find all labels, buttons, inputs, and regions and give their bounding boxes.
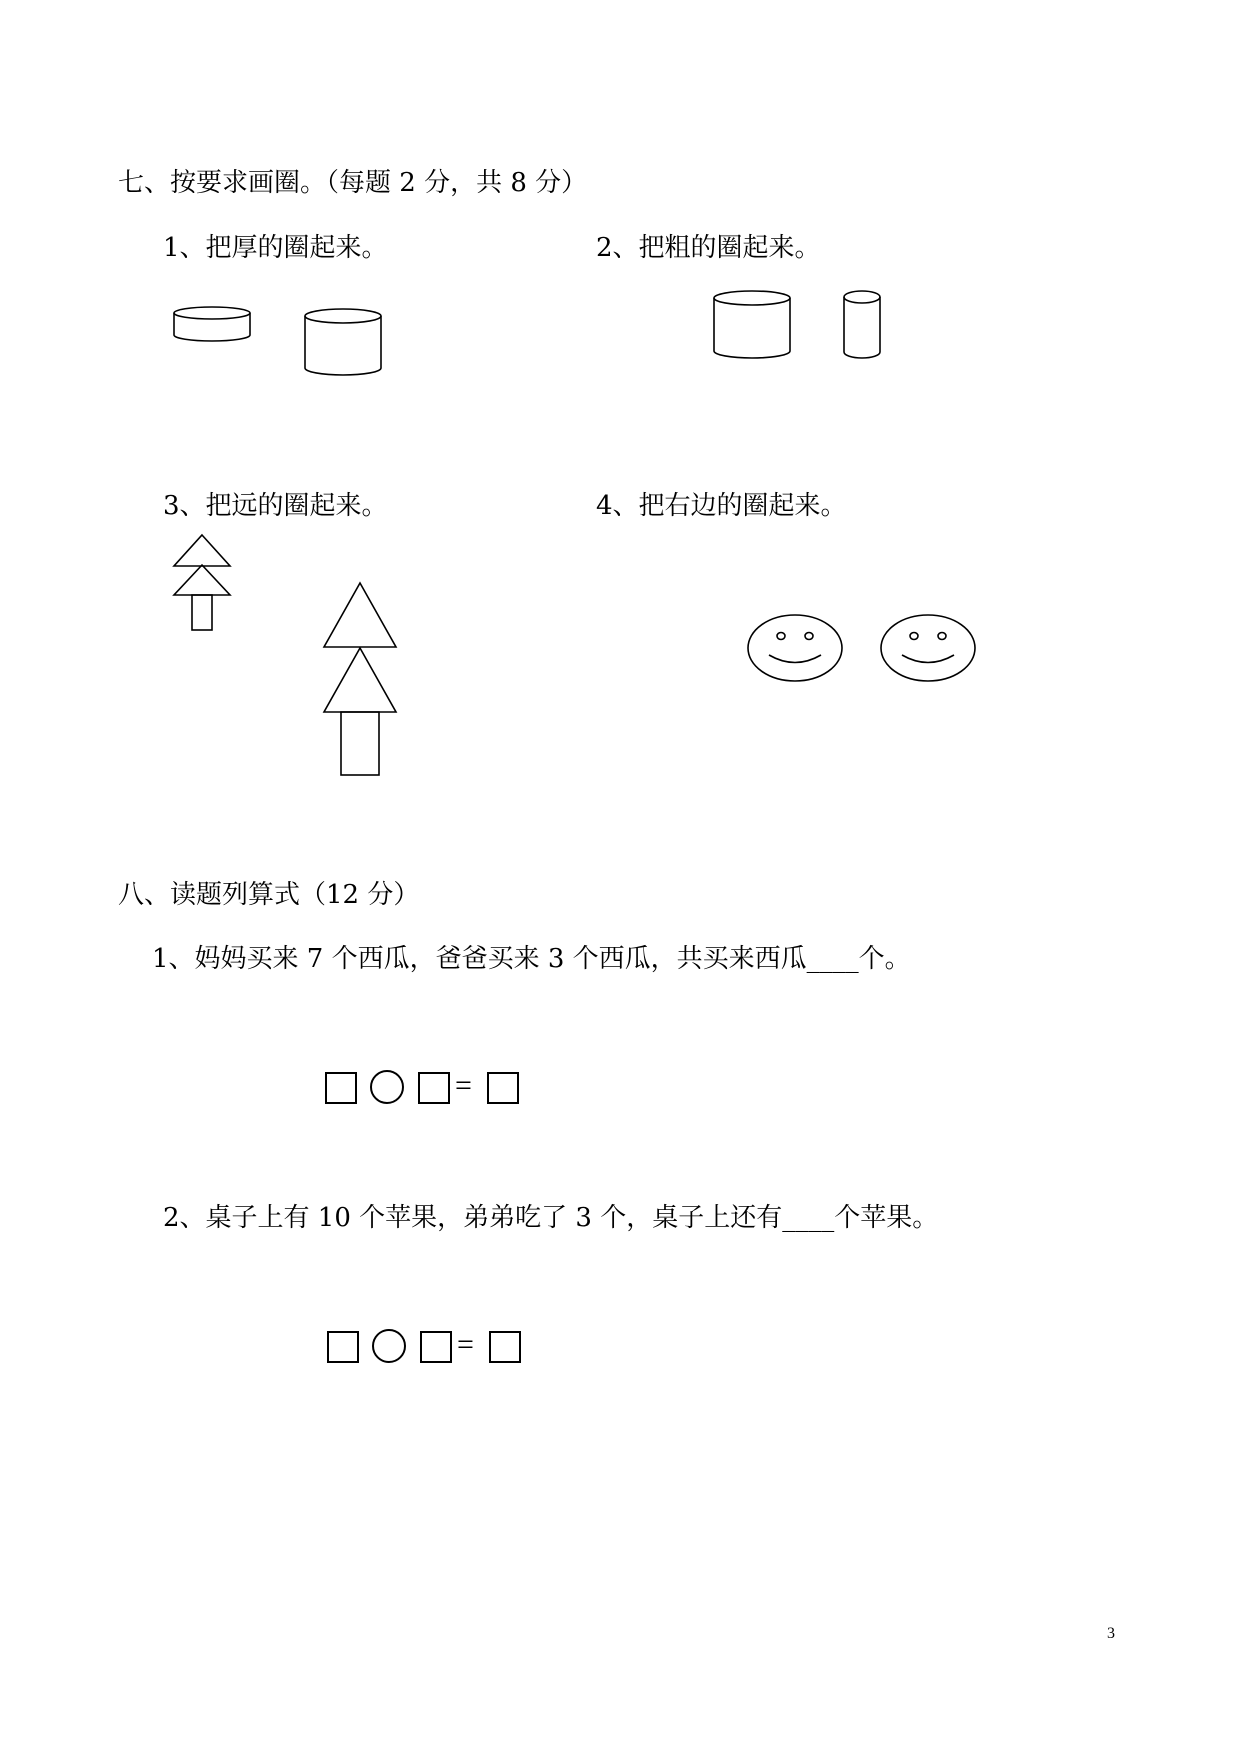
answer-box[interactable]	[487, 1072, 519, 1104]
question-7-1: 1、把厚的圈起来。	[163, 233, 388, 263]
operator-circle[interactable]	[370, 1070, 404, 1104]
question-7-3: 3、把远的圈起来。	[163, 491, 388, 521]
small-far-tree-figure[interactable]	[170, 532, 234, 634]
page-number: 3	[1107, 1625, 1115, 1642]
answer-box[interactable]	[325, 1072, 357, 1104]
wide-cylinder-figure[interactable]	[711, 289, 793, 361]
section-8-heading: 八、读题列算式（12 分）	[118, 880, 420, 910]
thick-cylinder-figure[interactable]	[301, 307, 385, 379]
answer-box[interactable]	[489, 1331, 521, 1363]
right-smiley-face-figure[interactable]	[878, 612, 978, 684]
large-near-tree-figure[interactable]	[320, 580, 400, 778]
section-7-heading: 七、按要求画圈。（每题 2 分，共 8 分）	[118, 168, 588, 198]
narrow-cylinder-figure[interactable]	[841, 289, 883, 361]
answer-box[interactable]	[327, 1331, 359, 1363]
operator-circle[interactable]	[372, 1329, 406, 1363]
equals-sign: =	[455, 1069, 472, 1102]
question-8-2: 2、桌子上有 10 个苹果，弟弟吃了 3 个，桌子上还有____个苹果。	[163, 1203, 939, 1233]
thin-cylinder-figure[interactable]	[170, 305, 254, 347]
answer-box[interactable]	[420, 1331, 452, 1363]
answer-box[interactable]	[418, 1072, 450, 1104]
left-smiley-face-figure[interactable]	[745, 612, 845, 684]
question-7-2: 2、把粗的圈起来。	[596, 233, 821, 263]
question-8-1: 1、妈妈买来 7 个西瓜，爸爸买来 3 个西瓜，共买来西瓜____个。	[152, 944, 911, 974]
equals-sign: =	[457, 1328, 474, 1361]
question-7-4: 4、把右边的圈起来。	[596, 491, 847, 521]
